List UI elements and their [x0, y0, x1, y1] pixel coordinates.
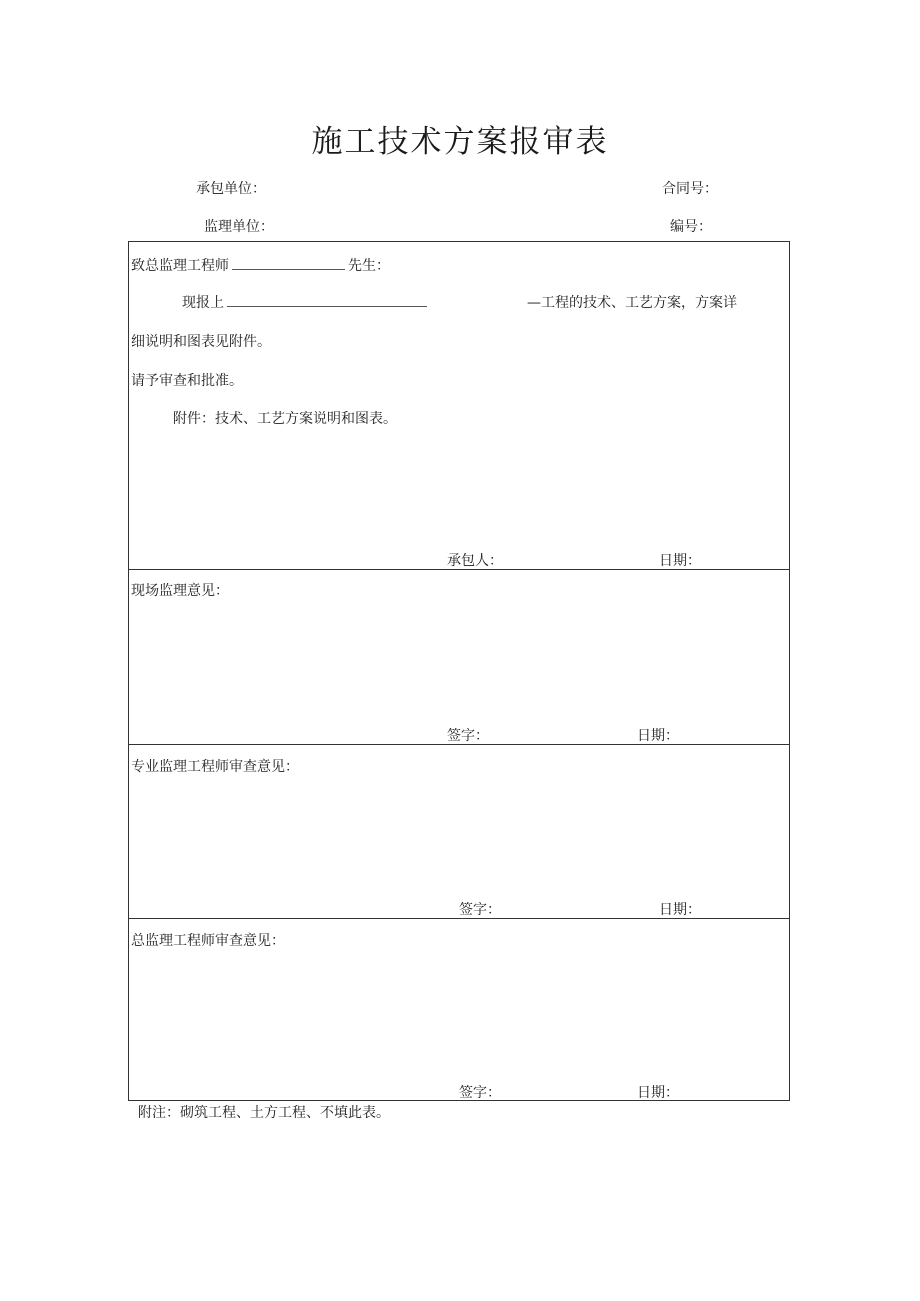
report-suffix: —工程的技术、工艺方案，方案详 [527, 295, 737, 311]
approval-form-table [128, 241, 790, 1101]
section2-date-label: 日期： [637, 728, 679, 744]
section3-date-label: 日期： [659, 902, 701, 918]
supervision-unit-label: 监理单位： [204, 219, 274, 235]
footnote: 附注：砌筑工程、土方工程、不填此表。 [138, 1105, 390, 1121]
page-title: 施工技术方案报审表 [311, 124, 609, 160]
contractor-unit-label: 承包单位： [196, 181, 266, 197]
attachment-text: 附件：技术、工艺方案说明和图表。 [173, 411, 397, 427]
section3-sign-label: 签字： [459, 902, 501, 918]
report-prefix: 现报上 [182, 295, 224, 311]
serial-no-label: 编号： [670, 219, 712, 235]
section2-sign-label: 签字： [447, 728, 489, 744]
salutation-line [131, 255, 390, 275]
salutation-suffix: 先生： [348, 258, 390, 274]
engineer-name-blank[interactable] [232, 255, 345, 270]
section1-date-label: 日期： [659, 553, 701, 569]
site-supervision-heading: 现场监理意见： [131, 583, 229, 599]
chief-review-heading: 总监理工程师审查意见： [131, 933, 285, 949]
salutation-prefix: 致总监理工程师 [131, 258, 229, 274]
specialist-review-heading: 专业监理工程师审查意见： [131, 759, 299, 775]
contract-no-label: 合同号： [662, 181, 718, 197]
contractor-signer-label: 承包人： [447, 553, 503, 569]
request-text: 请予审查和批准。 [131, 373, 243, 389]
report-line-2: 细说明和图表见附件。 [131, 334, 271, 350]
section4-date-label: 日期： [637, 1085, 679, 1101]
report-line [182, 292, 427, 312]
project-name-blank[interactable] [227, 292, 427, 307]
section4-sign-label: 签字： [459, 1085, 501, 1101]
